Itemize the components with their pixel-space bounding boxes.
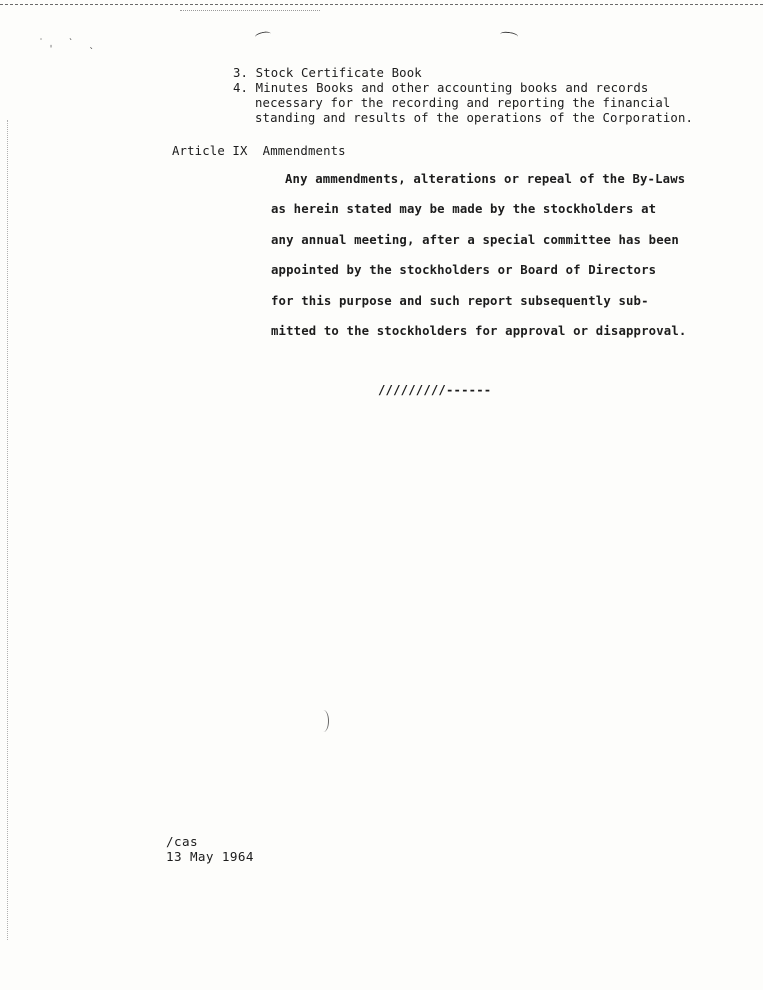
article-heading: Article IX Ammendments <box>172 144 346 158</box>
document-date: 13 May 1964 <box>166 849 254 864</box>
article-body-line-3: any annual meeting, after a special committee has been <box>271 233 679 247</box>
scan-specks: ˙ˌ ˋ ˎ <box>38 38 99 49</box>
list-item-4-line-2: necessary for the recording and reporting the financial <box>255 96 671 110</box>
article-body-line-4: appointed by the stockholders or Board of Directors <box>271 263 657 277</box>
scan-mark-left <box>254 30 271 40</box>
scan-curl-mark <box>318 710 329 732</box>
end-of-document-mark: /////////------ <box>378 383 492 397</box>
article-body-line-5: for this purpose and such report subsequently sub- <box>271 294 649 308</box>
scan-top-edge <box>0 4 763 5</box>
list-item-3: 3. Stock Certificate Book <box>233 66 422 80</box>
list-item-4-line-3: standing and results of the operations of the Corporation. <box>255 111 694 125</box>
scan-left-edge <box>7 120 8 940</box>
typist-initials: /cas <box>166 834 198 849</box>
list-item-4-line-1: 4. Minutes Books and other accounting books and records <box>233 81 649 95</box>
article-body-line-6: mitted to the stockholders for approval or disapproval. <box>271 324 687 338</box>
article-body-line-1: Any ammendments, alterations or repeal of the By-Laws <box>285 172 686 186</box>
article-body-line-2: as herein stated may be made by the stockholders at <box>271 202 657 216</box>
scan-mark-right <box>500 31 519 40</box>
scan-top-edge-fragment <box>180 10 320 11</box>
